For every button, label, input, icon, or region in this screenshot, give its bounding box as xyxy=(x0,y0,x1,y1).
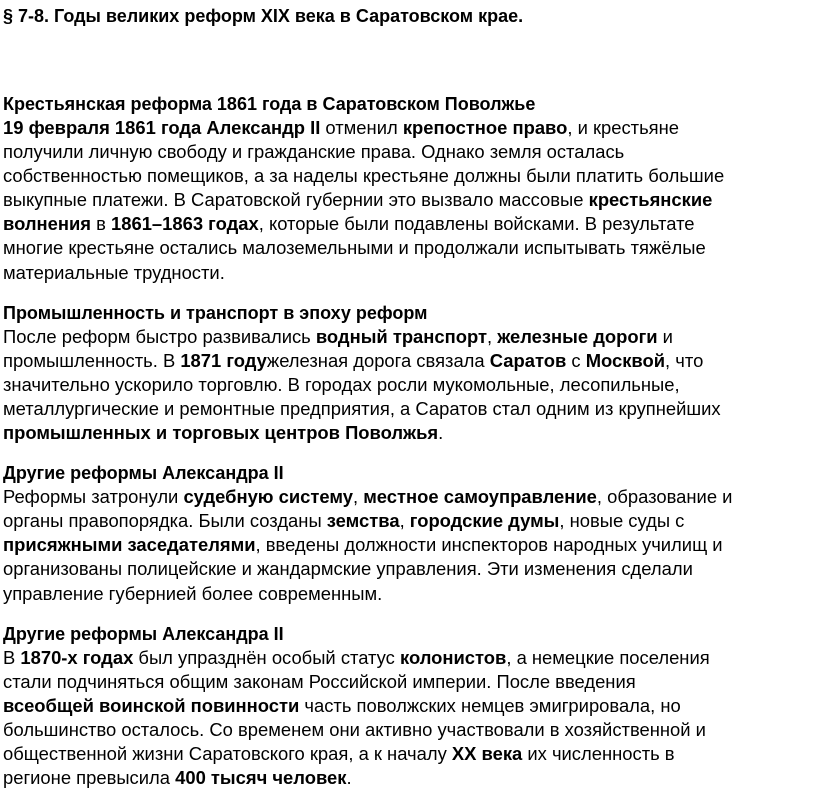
text-run: металлургические и ремонтные предприятия, а Саратов стал одним из крупнейших xyxy=(3,397,721,419)
paragraph-line xyxy=(3,140,823,164)
paragraph-line xyxy=(3,557,823,581)
text-run: в xyxy=(91,213,112,235)
section-peasant-reform xyxy=(3,92,823,285)
paragraph-line xyxy=(3,646,823,670)
text-run: , и крестьяне xyxy=(567,117,680,138)
bold-text: волнения xyxy=(3,213,92,235)
paragraph-line xyxy=(3,164,823,188)
paragraph-line xyxy=(3,325,823,349)
text-run: , что xyxy=(665,349,704,371)
section-heading: Другие реформы Александра II xyxy=(3,463,284,484)
section-paragraph xyxy=(3,485,823,605)
bold-text: присяжными заседателями xyxy=(3,534,256,556)
text-run: органы правопорядка. Были созданы xyxy=(3,510,327,532)
bold-text: промышленных и торговых центров Поволжья xyxy=(3,422,439,444)
text-run: , а немецкие поселения xyxy=(506,646,710,668)
paragraph-line xyxy=(3,718,823,742)
text-run: управление губернией более современным. xyxy=(3,582,383,604)
text-run: многие крестьяне остались малоземельными и продолжали испытывать тяжёлые xyxy=(3,237,706,259)
bold-text: водный транспорт xyxy=(315,325,487,347)
text-run: получили личную свободу и гражданские права. Однако земля осталась xyxy=(3,141,625,163)
text-run: отменил xyxy=(320,117,403,138)
text-run: После реформ быстро развивались xyxy=(3,325,316,347)
paragraph-line xyxy=(3,349,823,373)
paragraph-line xyxy=(3,485,823,509)
text-run: , которые были подавлены войсками. В результате xyxy=(258,213,695,235)
section-industry-transport xyxy=(3,301,823,445)
text-run: их численность в xyxy=(522,742,675,764)
text-run: был упразднён особый статус xyxy=(133,646,400,668)
text-run: организованы полицейские и жандармские управления. Эти изменения сделали xyxy=(3,558,693,580)
text-run: часть поволжских немцев эмигрировала, но xyxy=(299,694,681,716)
paragraph-line xyxy=(3,742,823,766)
bold-text: Москвой xyxy=(585,349,666,371)
section-heading: Крестьянская реформа 1861 года в Саратовском Поволжье xyxy=(3,94,536,114)
text-run: В xyxy=(3,646,21,668)
text-run: большинство осталось. Со временем они активно участвовали в хозяйственной и xyxy=(3,718,706,740)
section-heading: Другие реформы Александра II xyxy=(3,623,284,644)
paragraph-line xyxy=(3,421,823,445)
text-run: железная дорога связала xyxy=(266,349,490,371)
paragraph-line xyxy=(3,766,823,790)
text-run: , xyxy=(352,486,364,508)
document-title: § 7-8. Годы великих реформ XIX века в Саратовском крае. xyxy=(3,6,524,26)
paragraph-line xyxy=(3,373,823,397)
paragraph-line xyxy=(3,582,823,606)
bold-text: 1870-х годах xyxy=(20,646,134,668)
text-run: стали подчиняться общим законам Российской империи. После введения xyxy=(3,670,636,692)
bold-text: городские думы xyxy=(409,510,560,532)
text-run: , xyxy=(486,325,498,347)
text-run: . xyxy=(438,422,444,444)
bold-text: 1861–1863 годах xyxy=(111,213,259,235)
bold-text: XX века xyxy=(451,742,523,764)
bold-text: 400 тысяч человек xyxy=(175,767,347,789)
text-run: выкупные платежи. В Саратовской губернии это вызвало массовые xyxy=(3,189,589,211)
section-other-reforms xyxy=(3,461,823,605)
paragraph-line xyxy=(3,116,823,140)
bold-text: земства xyxy=(326,510,400,532)
text-run: . xyxy=(346,767,352,789)
bold-text: крепостное право xyxy=(402,117,568,138)
bold-text: железные дороги xyxy=(497,325,658,347)
text-run: Реформы затронули xyxy=(3,486,184,508)
bold-text: 1871 году xyxy=(180,349,267,371)
text-run: , образование и xyxy=(596,486,733,508)
section-paragraph xyxy=(3,325,823,445)
text-run: общественной жизни Саратовского края, а к началу xyxy=(3,742,452,764)
text-run: и xyxy=(657,325,673,347)
bold-text: крестьянские xyxy=(588,189,713,211)
text-run: значительно ускорило торговлю. В городах росли мукомольные, лесопильные, xyxy=(3,373,680,395)
bold-text: всеобщей воинской повинности xyxy=(3,694,300,716)
section-paragraph xyxy=(3,116,823,285)
text-run: , новые суды с xyxy=(559,510,685,532)
section-other-reforms-colonists xyxy=(3,622,823,791)
paragraph-line xyxy=(3,188,823,212)
text-run: , введены должности инспекторов народных училищ и xyxy=(255,534,723,556)
bold-text: судебную систему xyxy=(183,486,353,508)
paragraph-line xyxy=(3,509,823,533)
paragraph-line xyxy=(3,261,823,285)
section-paragraph xyxy=(3,646,823,791)
text-run: промышленность. В xyxy=(3,349,181,371)
text-run: собственностью помещиков, а за наделы крестьяне должны были платить большие xyxy=(3,165,725,187)
paragraph-line xyxy=(3,533,823,557)
paragraph-line xyxy=(3,397,823,421)
paragraph-line xyxy=(3,236,823,260)
section-heading: Промышленность и транспорт в эпоху реформ xyxy=(3,302,428,323)
paragraph-line xyxy=(3,694,823,718)
bold-text: колонистов xyxy=(399,646,507,668)
bold-text: 19 февраля 1861 года Александр II xyxy=(3,117,321,138)
bold-text: Саратов xyxy=(489,349,567,371)
text-run: материальные трудности. xyxy=(3,261,225,283)
text-run: с xyxy=(566,349,586,371)
paragraph-line xyxy=(3,212,823,236)
text-run: , xyxy=(399,510,410,532)
text-run: регионе превысила xyxy=(3,767,176,789)
paragraph-line xyxy=(3,670,823,694)
bold-text: местное самоуправление xyxy=(363,486,597,508)
